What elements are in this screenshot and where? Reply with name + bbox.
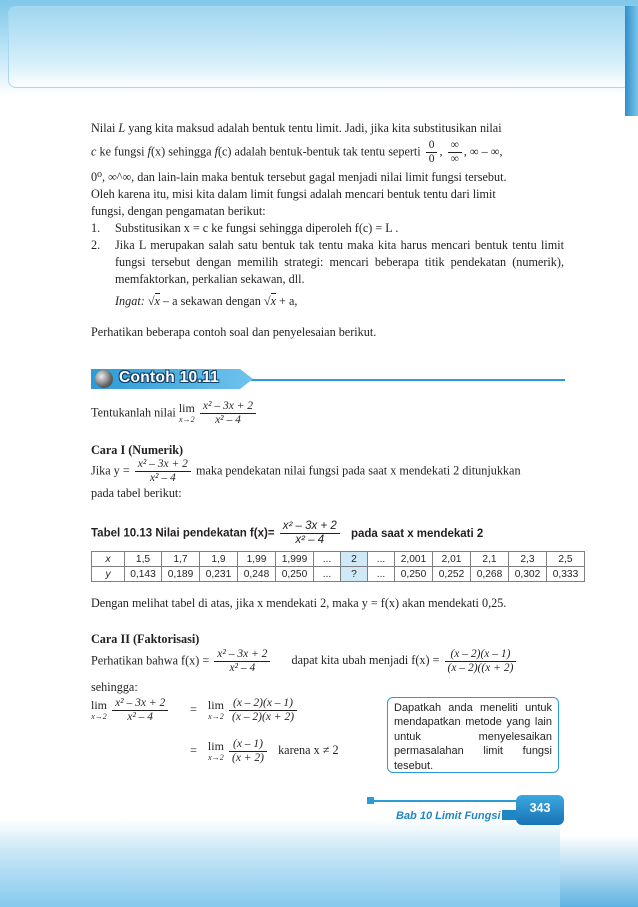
table-cell: 2,1 [471,552,509,567]
table-cell: ... [314,567,341,582]
table-cell: 0,143 [125,567,162,582]
sehingga-text: sehingga: [91,680,138,694]
header-edge [625,6,638,116]
table-cell: 1,99 [238,552,276,567]
intro-text [91,120,564,341]
intro-line-5: fungsi, dengan pengamatan berikut: [91,204,266,218]
table-cell: 2 [341,552,368,567]
table-cell: 1,9 [200,552,238,567]
intro-line-4: Oleh karena itu, misi kita dalam limit fungsi adalah mencari bentuk tentu dari limit [91,187,496,201]
header-panel [8,6,630,88]
cara1-heading: Cara I (Numerik) [91,443,184,457]
table-row [92,552,585,567]
cara2-heading: Cara II (Faktorisasi) [91,632,200,646]
approximation-table [91,551,585,582]
ingat-line: Ingat: √x – a sekawan dengan √x + a, [115,294,298,308]
soal-fraction: $\frac{\text{x² – 3x + 2}}{\text{x² – 4}}$ [200,400,256,427]
step-item: 1. Substitusikan x = c ke fungsi sehingga diperoleh f(c) = L . [91,221,399,235]
table-cell: 0,302 [509,567,547,582]
limit-operator: lim x→2 [91,697,108,721]
derivation-step-2: = lim x→2 $\frac{(x - 2)(x - 1)}{(x - 2)(x + 2)}$ [190,697,299,724]
footer-edge [560,835,638,907]
example-header [91,369,565,391]
footer-panel [0,819,560,907]
fraction-inf-inf: $\frac{\infty}{\infty}$ [448,139,462,166]
example-title: Contoh 10.11 [119,369,220,386]
header-decoration [0,0,638,95]
limit-operator: lim x→2 [207,738,224,762]
table-cell: 0,231 [200,567,238,582]
sqrt-symbol-2: √x [263,294,276,308]
step3-fraction: $\frac{(x - 1)}{(x + 2)}$ [229,738,267,765]
table-cell: 0,333 [547,567,585,582]
table-cell: 0,250 [395,567,433,582]
table-cell: 1,999 [276,552,314,567]
fraction-zero-zero: $\frac{0}{0}$ [426,139,438,166]
page-number: 343 [516,795,564,825]
intro-line-2: c ke fungsi f(x) sehingga f(c) adalah bentuk-bentuk tak tentu seperti $\frac{0}{0}$ , $\frac{\infty}{\infty}$ , ∞ – ∞, [91,139,503,165]
table-cell: 0,268 [471,567,509,582]
example-rule [251,379,565,381]
intro-line-3: 0⁰, ∞^∞, dan lain-lain maka bentuk tersebut gagal menjadi nilai limit fungsi tersebut. [91,170,507,184]
table-row [92,567,585,582]
table-cell: 2,5 [547,552,585,567]
intro-line-1: Nilai L yang kita maksud adalah bentuk tentu limit. Jadi, jika kita substitusikan nilai [91,121,502,135]
table-cell: ... [368,552,395,567]
caption-fraction: $\frac{\text{x² – 3x + 2}}{\text{x² – 4}}$ [280,520,340,547]
chapter-label: Bab 10 Limit Fungsi [396,810,501,822]
limit-operator: lim x→2 [207,697,224,721]
table-cell: ... [368,567,395,582]
table-cell: 2,001 [395,552,433,567]
sqrt-symbol-1: √x [147,294,160,308]
table-cell: 0,189 [162,567,200,582]
tip-box: Dapatkah anda meneliti untuk mendapatkan metode yang lain untuk menyelesaikan permasalahan limit fungsi tesebut. [387,697,559,773]
globe-icon [95,370,113,388]
table-caption: Tabel 10.13 Nilai pendekatan f(x)= $\frac{\text{x² – 3x + 2}}{\text{x² – 4}}$ pada saat x mendekati 2 [91,520,484,546]
perhatikan-text: Perhatikan beberapa contoh soal dan penyelesaian berikut. [91,325,377,339]
cara2-line: Perhatikan bahwa f(x) = $\frac{\text{x² – 3x + 2}}{\text{x² – 4}}$ dapat kita ubah menjadi f(x) = $\frac{(x - 2)(x - 1)}{(x - 2)((x + 2)}$ [91,648,565,675]
step-item: 2. Jika L merupakan salah satu bentuk tak tentu maka kita harus mencari bentuk tentu limit fungsi tersebut dengan memilih strategi: mencari beberapa titik pendekatan (numerik), memfaktorkan, perkalian sekawan, dll. [91,238,564,286]
table-cell: 0,252 [433,567,471,582]
limit-operator: lim x→2 [178,400,195,424]
cara2-fraction-2: $\frac{(x - 2)(x - 1)}{(x - 2)((x + 2)}$ [445,648,517,675]
derivation-step-1 [91,697,170,724]
cara2-fraction-1: $\frac{\text{x² – 3x + 2}}{\text{x² – 4}}$ [214,648,270,675]
table-cell: 1,5 [125,552,162,567]
steps-list [91,220,564,288]
page-tab [502,810,516,820]
cara1-fraction: $\frac{\text{x² – 3x + 2}}{\text{x² – 4}}$ [135,458,191,485]
table-cell: ... [314,552,341,567]
step2-fraction: $\frac{(x - 2)(x - 1)}{(x - 2)(x + 2)}$ [229,697,297,724]
conclusion-text: Dengan melihat tabel di atas, jika x mendekati 2, maka y = f(x) akan mendekati 0,25. [91,596,507,610]
table-cell: x [92,552,125,567]
soal-line: Tentukanlah nilai lim x→2 $\frac{\text{x² – 3x + 2}}{\text{x² – 4}}$ [91,400,258,427]
table-cell: 2,3 [509,552,547,567]
table-cell: ? [341,567,368,582]
table-cell: y [92,567,125,582]
cara1-text: Jika y = $\frac{\text{x² – 3x + 2}}{\text{x² – 4}}$ maka pendekatan nilai fungsi pada saat x mendekati 2 ditunjukkan pada tabel berikut: [91,458,521,500]
step1-fraction: $\frac{\text{x² – 3x + 2}}{\text{x² – 4}}$ [112,697,168,724]
table-cell: 1,7 [162,552,200,567]
table-cell: 2,01 [433,552,471,567]
table-cell: 0,248 [238,567,276,582]
table-cell: 0,250 [276,567,314,582]
derivation-step-3: = lim x→2 $\frac{(x - 1)}{(x + 2)}$ karena x ≠ 2 [190,738,339,764]
